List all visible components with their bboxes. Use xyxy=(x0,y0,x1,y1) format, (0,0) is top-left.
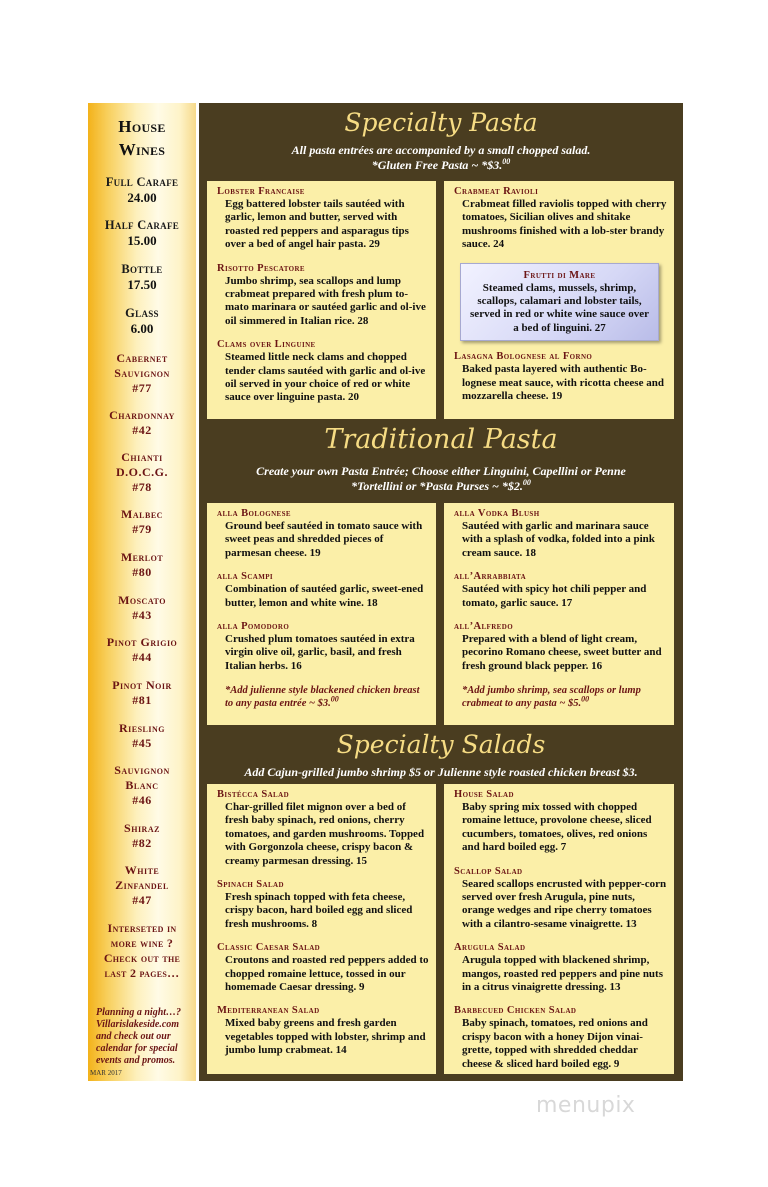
traditional-pasta-right xyxy=(444,503,674,725)
wine-number: #82 xyxy=(132,836,152,850)
item-description: Baby spinach, tomatoes, red onions and crispy bacon with a honey Dijon vinai-grette, topped with shredded cheddar cheese & sliced hard boiled egg. 9 xyxy=(462,1017,648,1070)
item-name: Frutti di Mare xyxy=(523,269,596,281)
add-on-note xyxy=(217,684,429,710)
item-name: Spinach Salad xyxy=(217,879,284,891)
wine-number: #79 xyxy=(132,522,152,536)
wine-number: #47 xyxy=(132,893,152,907)
item-name: Classic Caesar Salad xyxy=(217,942,321,954)
item-description: Arugula topped with blackened shrimp, mangos, roasted red peppers and pine nuts in a citrus vinaigrette dressing. 13 xyxy=(462,954,663,994)
wine-line: Riesling xyxy=(118,721,165,735)
price-label: Full Carafe xyxy=(105,175,179,189)
price-half-carafe xyxy=(88,218,196,248)
item-description: Baked pasta layered with authentic Bo-lognese meat sauce, with ricotta cheese and mozzarella cheese. 19 xyxy=(462,363,664,403)
menu-item xyxy=(454,789,667,855)
menu-item xyxy=(454,942,667,994)
item-name: Scallop Salad xyxy=(454,865,523,877)
featured-item-frutti-di-mare xyxy=(460,263,659,342)
item-description: Steamed little neck clams and chopped tender clams sautéed with garlic and ol-ive oil served in your choice of red or white sauce over linguine pasta. 20 xyxy=(225,351,426,404)
wine-number: #44 xyxy=(132,650,152,664)
item-description: Baby spring mix tossed with chopped romaine lettuce, provolone cheese, sliced cucumbers, tomatoes, olives, red onions and hard boiled egg. 7 xyxy=(462,801,652,854)
menu-item xyxy=(454,866,667,932)
wine-pinot-grigio xyxy=(88,635,196,665)
watermark-logo: menupix xyxy=(536,1093,636,1118)
menu-item xyxy=(454,1005,667,1071)
item-name: Risotto Pescatore xyxy=(217,262,306,274)
specialty-salads-left xyxy=(207,784,436,1074)
add-on-text: *Add jumbo shrimp, sea scallops or lump crabmeat to any pasta ~ $5. xyxy=(462,685,641,710)
menu-main-panel xyxy=(199,103,683,1081)
item-name: all’Arrabbiata xyxy=(454,571,527,583)
note-line: calendar for special xyxy=(96,1043,178,1054)
item-description: Jumbo shrimp, sea scallops and lump crabmeat prepared with fresh plum to-mato marinara or sautéed garlic and ol-ive oil simmered in Italian rice. 28 xyxy=(225,274,426,327)
house-wines-title xyxy=(88,115,196,161)
price-cents: 00 xyxy=(330,694,339,704)
note-line: Interseted in xyxy=(107,921,177,935)
menu-item xyxy=(454,621,667,673)
wine-line: Malbec xyxy=(121,507,163,521)
menu-item xyxy=(217,263,429,329)
wine-number: #45 xyxy=(132,736,152,750)
price-label: Half Carafe xyxy=(104,218,180,232)
specialty-pasta-right xyxy=(444,181,674,419)
title-line: Wines xyxy=(118,140,166,159)
wine-malbec xyxy=(88,507,196,537)
wine-number: #81 xyxy=(132,693,152,707)
note-line: Check out the xyxy=(103,951,181,965)
wine-line: Shiraz xyxy=(124,821,160,835)
item-name: alla Bolognese xyxy=(217,508,291,519)
more-wine-note xyxy=(88,921,196,981)
menu-item xyxy=(217,789,429,868)
menu-item xyxy=(217,621,429,673)
price-bottle xyxy=(88,262,196,292)
item-name: alla Vodka Blush xyxy=(454,508,540,519)
item-description: Ground beef sautéed in tomato sauce with sweet peas and shredded pieces of parmesan cheese. 19 xyxy=(225,520,423,559)
item-description: Seared scallops encrusted with pepper-corn served over fresh Arugula, pine nuts, orange wedges and ripe cherry tomatoes with a cilantro-sesame vinaigrette. 13 xyxy=(462,877,667,930)
wine-merlot xyxy=(88,550,196,580)
menu-item xyxy=(217,508,429,560)
menu-date: MAR 2017 xyxy=(90,1069,122,1077)
price-value: 15.00 xyxy=(127,233,157,248)
note-line: Planning a night…? xyxy=(96,1007,182,1018)
item-name: Barbecued Chicken Salad xyxy=(454,1005,577,1017)
menu-item xyxy=(217,942,429,994)
item-description: Sautéed with garlic and marinara sauce with a splash of vodka, folded into a pink cream sauce. 18 xyxy=(462,520,655,559)
wine-cabernet xyxy=(88,351,196,396)
wine-line: White xyxy=(124,863,160,877)
wine-shiraz xyxy=(88,821,196,851)
wine-number: #80 xyxy=(132,565,152,579)
add-on-text: *Add julienne style blackened chicken breast to any pasta entrée ~ $3. xyxy=(225,685,420,710)
section-subtitle: All pasta entrées are accompanied by a small chopped salad. xyxy=(291,143,591,157)
wine-number: #43 xyxy=(132,608,152,622)
section-title-specialty-pasta: Specialty Pasta xyxy=(344,108,538,137)
item-name: Bistécca Salad xyxy=(217,789,290,800)
price-label: Bottle xyxy=(121,262,163,276)
item-description: Crushed plum tomatoes sautéed in extra virgin olive oil, garlic, basil, and fresh Italian herbs. 16 xyxy=(225,633,415,672)
menu-item xyxy=(454,508,667,560)
section-subtitle: Create your own Pasta Entrée; Choose either Linguini, Capellini or Penne xyxy=(256,464,626,478)
price-value: 17.50 xyxy=(127,277,157,292)
item-name: Crabmeat Ravioli xyxy=(454,186,539,197)
note-line: events and promos. xyxy=(96,1055,176,1066)
price-glass xyxy=(88,306,196,336)
wine-chianti xyxy=(88,450,196,495)
item-description: Fresh spinach topped with feta cheese, crispy bacon, hard boiled egg and sliced fresh mushrooms. 8 xyxy=(225,891,413,930)
wine-number: #78 xyxy=(132,480,152,494)
item-name: alla Pomodoro xyxy=(217,621,290,633)
title-line: House xyxy=(118,117,166,136)
menu-item xyxy=(217,571,429,610)
menu-item xyxy=(217,879,429,931)
specialty-salads-right xyxy=(444,784,674,1074)
wine-line: Moscato xyxy=(118,593,166,607)
menu-item xyxy=(454,186,667,252)
item-description: Crabmeat filled raviolis topped with cherry tomatoes, Sicilian olives and shitake mushrooms finished with a lob-ster brandy sauce. 24 xyxy=(462,198,667,251)
price-value: 6.00 xyxy=(130,321,154,336)
wine-line: Sauvignon xyxy=(114,366,170,380)
item-description: Prepared with a blend of light cream, pecorino Romano cheese, sweet butter and fresh ground black pepper. 16 xyxy=(462,633,662,672)
item-name: House Salad xyxy=(454,789,514,800)
wine-pinot-noir xyxy=(88,678,196,708)
traditional-pasta-left xyxy=(207,503,436,725)
section-title-traditional-pasta: Traditional Pasta xyxy=(324,424,558,455)
note-line: last 2 pages… xyxy=(104,966,180,980)
pasta-upgrade-note: *Tortellini or *Pasta Purses ~ *$2. xyxy=(351,479,523,493)
wine-white-zinfandel xyxy=(88,863,196,908)
item-description: Combination of sautéed garlic, sweet-ened butter, lemon and white wine. 18 xyxy=(225,583,424,609)
item-description: Char-grilled filet mignon over a bed of fresh baby spinach, red onions, cherry tomatoes, and garden mushrooms. Topped with Gorgonzola cheese, crispy bacon & creamy parmesan dressing. 15 xyxy=(225,801,425,867)
wine-line: Sauvignon xyxy=(114,763,170,777)
planning-note xyxy=(88,1007,196,1067)
gluten-free-note: *Gluten Free Pasta ~ *$3. xyxy=(371,158,503,172)
wine-moscato xyxy=(88,593,196,623)
wine-chardonnay xyxy=(88,408,196,438)
section-title-specialty-salads: Specialty Salads xyxy=(336,730,546,759)
wine-line: Chianti xyxy=(121,450,163,464)
price-cents: 00 xyxy=(522,478,531,487)
wine-line: Chardonnay xyxy=(109,408,175,422)
wine-line: Cabernet xyxy=(116,351,168,365)
menu-item xyxy=(217,186,429,252)
section-subtitle xyxy=(199,479,683,493)
price-label: Glass xyxy=(125,306,159,320)
menu-item xyxy=(217,1005,429,1057)
wine-line: Blanc xyxy=(125,778,159,792)
price-value: 24.00 xyxy=(127,190,157,205)
item-description: Croutons and roasted red peppers added to chopped romaine lettuce, tossed in our homemade Caesar dressing. 9 xyxy=(225,954,429,994)
wine-line: Pinot Grigio xyxy=(106,635,178,649)
specialty-pasta-left xyxy=(207,181,436,419)
wine-number: #77 xyxy=(132,381,152,395)
note-line: more wine ? xyxy=(110,936,174,950)
item-name: Mediterranean Salad xyxy=(217,1005,320,1017)
wine-line: Merlot xyxy=(120,550,164,564)
add-on-note xyxy=(454,684,667,710)
item-description: Steamed clams, mussels, shrimp, scallops, calamari and lobster tails, served in red or white wine sauce over a bed of linguini. 27 xyxy=(470,281,649,334)
item-name: Lasagna Bolognese al Forno xyxy=(454,351,593,363)
wine-number: #46 xyxy=(132,793,152,807)
wine-riesling xyxy=(88,721,196,751)
wine-line: Pinot Noir xyxy=(112,678,172,692)
item-name: alla Scampi xyxy=(217,571,274,583)
menu-item xyxy=(217,339,429,405)
item-description: Egg battered lobster tails sautéed with garlic, lemon and butter, served with roasted red peppers and asparagus tips over a bed of angel hair pasta. 29 xyxy=(225,198,409,251)
wine-line: Zinfandel xyxy=(115,878,169,892)
wine-number: #42 xyxy=(132,423,152,437)
item-name: Arugula Salad xyxy=(454,942,526,954)
website-link[interactable]: Villarislakeside.com xyxy=(96,1019,180,1030)
house-wines-sidebar xyxy=(88,103,196,1081)
price-full-carafe xyxy=(88,175,196,205)
item-name: Clams over Linguine xyxy=(217,339,316,351)
wine-line: D.O.C.G. xyxy=(116,465,168,479)
item-name: all’Alfredo xyxy=(454,621,514,633)
note-line: and check out our xyxy=(96,1031,171,1042)
item-name: Lobster Francaise xyxy=(217,186,305,197)
price-cents: 00 xyxy=(581,694,590,704)
wine-sauvignon-blanc xyxy=(88,763,196,808)
item-description: Mixed baby greens and fresh garden vegetables topped with lobster, shrimp and jumbo lump crabmeat. 14 xyxy=(225,1017,426,1057)
price-cents: 00 xyxy=(502,157,511,166)
item-description: Sautéed with spicy hot chili pepper and tomato, garlic sauce. 17 xyxy=(462,583,647,609)
menu-item xyxy=(454,351,667,403)
section-subtitle xyxy=(199,158,683,172)
menu-item xyxy=(454,571,667,610)
section-subtitle: Add Cajun-grilled jumbo shrimp $5 or Julienne style roasted chicken breast $3. xyxy=(244,765,638,779)
